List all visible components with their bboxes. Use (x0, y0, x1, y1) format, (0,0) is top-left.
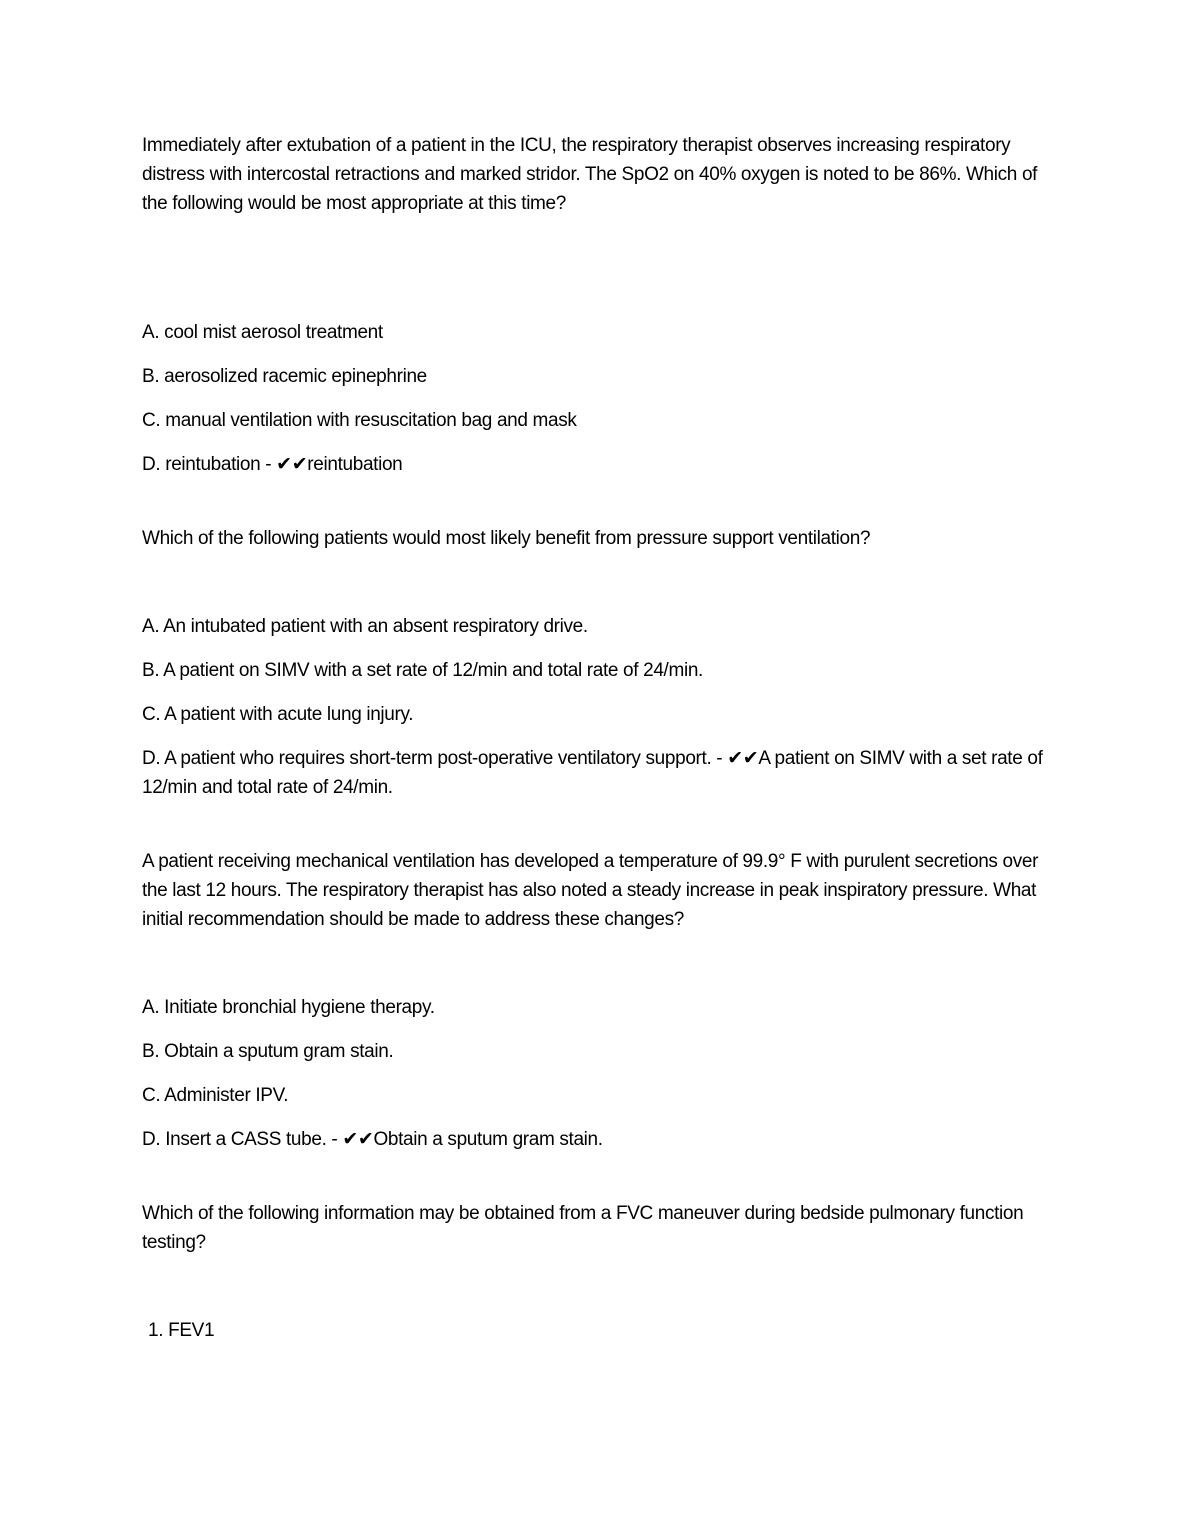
question-block-4 (142, 1199, 1080, 1345)
answer-option-b: B. aerosolized racemic epinephrine (142, 366, 427, 387)
answer-option-d: D. reintubation - ✔✔reintubation (142, 454, 403, 475)
answer-option-c: C. A patient with acute lung injury. (142, 704, 414, 725)
answer-option-d: D. A patient who requires short-term post-operative ventilatory support. - ✔✔A patient on SIMV with a set rate of 12/min and total rate of 24/min. (142, 748, 1043, 798)
question-text: Which of the following information may be obtained from a FVC maneuver during bedside pulmonary function testing? (142, 1203, 1024, 1253)
answer-option-d: D. Insert a CASS tube. - ✔✔Obtain a sputum gram stain. (142, 1129, 603, 1150)
answer-option-c: C. Administer IPV. (142, 1085, 289, 1106)
answer-option-b: B. Obtain a sputum gram stain. (142, 1041, 394, 1062)
question-text: Immediately after extubation of a patient in the ICU, the respiratory therapist observes increasing respiratory distress with intercostal retractions and marked stridor. The SpO2 on 40% oxygen is noted to be 86%. Which of the following would be most appropriate at this time? (142, 135, 1038, 214)
answer-option-a: A. Initiate bronchial hygiene therapy. (142, 997, 435, 1018)
question-block-3 (142, 847, 1080, 1154)
answer-option-a: A. An intubated patient with an absent respiratory drive. (142, 616, 588, 637)
answer-option-a: A. cool mist aerosol treatment (142, 322, 383, 343)
numbered-list-item-1: 1. FEV1 (148, 1320, 215, 1341)
answer-option-c: C. manual ventilation with resuscitation bag and mask (142, 410, 577, 431)
question-block-1 (142, 131, 1080, 479)
question-text: Which of the following patients would most likely benefit from pressure support ventilation? (142, 528, 871, 549)
question-block-2 (142, 524, 1080, 802)
question-text: A patient receiving mechanical ventilation has developed a temperature of 99.9° F with purulent secretions over the last 12 hours. The respiratory therapist has also noted a steady increase in peak inspiratory pressure. What initial recommendation should be made to address these changes? (142, 851, 1039, 930)
answer-option-b: B. A patient on SIMV with a set rate of 12/min and total rate of 24/min. (142, 660, 703, 681)
